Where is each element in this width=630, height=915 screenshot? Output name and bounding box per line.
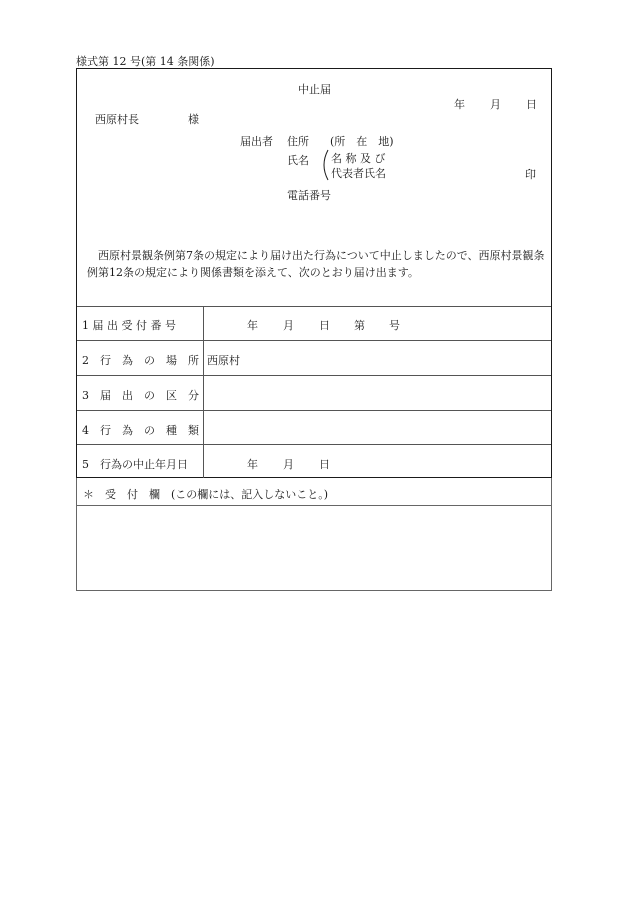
row-label-activity-type: 4 行 為 の 種 類 [82,424,199,437]
name-sub-line2: 代表者氏名 [331,167,386,180]
row-label-place: 2 行 為 の 場 所 [82,354,199,367]
notification-form [76,68,552,478]
date-month-label: 月 [490,98,501,111]
applicant-label: 届出者 [240,135,273,148]
declaration-text: 西原村景観条例第7条の規定により届け出た行為について中止しましたので、西原村景観条例第12条の規定により関係書類を添えて、次のとおり届け出ます。 [87,249,545,279]
phone-label: 電話番号 [287,189,331,202]
row-label-receipt-number: 1 届 出 受 付 番 号 [82,319,176,332]
receipt-day: 日 [319,319,330,332]
date-year-label: 年 [454,98,465,111]
addressee: 西原村長 [95,113,139,126]
seal-mark: 印 [525,168,536,181]
reception-box [76,478,552,591]
name-label: 氏名 [287,154,309,167]
row-label-category: 3 届 出 の 区 分 [82,389,199,402]
addressee-suffix: 様 [188,113,199,126]
column-divider [203,306,204,478]
divider [77,444,551,445]
receipt-no-suffix: 号 [389,319,400,332]
reception-title: ＊ 受 付 欄 (この欄には、記入しないこと。) [83,488,329,501]
reception-header [77,478,551,506]
receipt-month: 月 [283,319,294,332]
divider [77,375,551,376]
cancel-day: 日 [319,458,330,471]
cancel-year: 年 [247,458,258,471]
date-day-label: 日 [526,98,537,111]
name-sub-line1: 名 称 及 び [331,152,386,165]
row-label-cancel-date: 5 行為の中止年月日 [82,458,188,471]
divider [77,340,551,341]
divider [77,306,551,307]
place-value[interactable]: 西原村 [207,354,240,367]
form-title: 中止届 [298,83,331,96]
divider [77,410,551,411]
form-number: 様式第 12 号(第 14 条関係) [76,55,215,68]
address-sub: (所 在 地) [330,135,394,148]
address-label: 住所 [287,135,309,148]
receipt-no-prefix: 第 [354,319,365,332]
receipt-year: 年 [247,319,258,332]
cancel-month: 月 [283,458,294,471]
